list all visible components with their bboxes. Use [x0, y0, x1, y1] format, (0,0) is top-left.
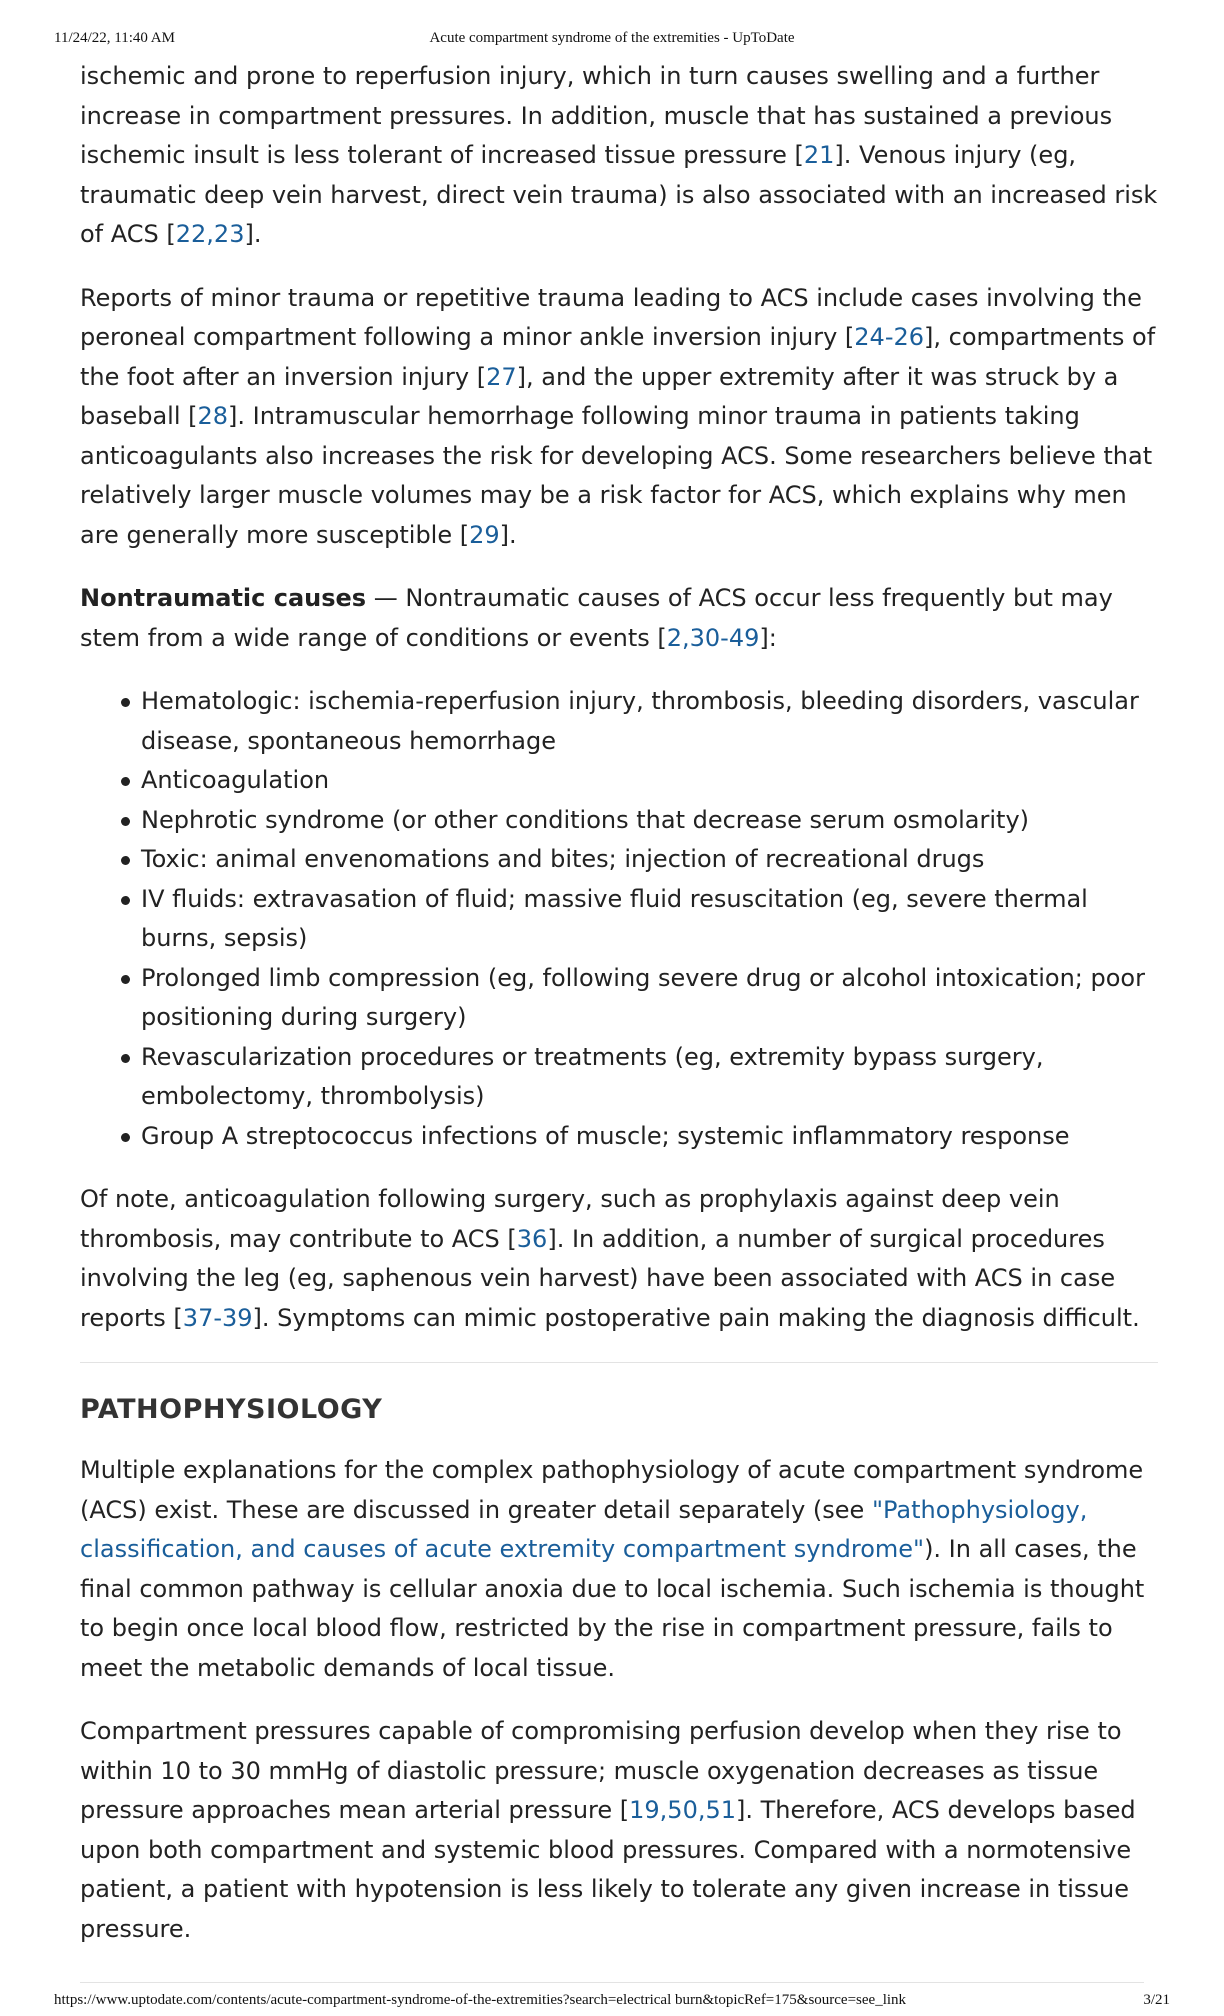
list-item: Anticoagulation [141, 761, 1158, 801]
article-content [80, 57, 1158, 1973]
list-item: Hematologic: ischemia-reperfusion injury, thrombosis, bleeding disorders, vascular disease, spontaneous hemorrhage [141, 682, 1158, 761]
reference-link[interactable]: 24-26 [854, 323, 925, 351]
paragraph-nontraumatic-causes: Nontraumatic causes — Nontraumatic causes of ACS occur less frequently but may stem from a wide range of conditions or events [2,30-49]: [80, 584, 1113, 652]
reference-link[interactable]: 27 [486, 362, 517, 391]
print-datetime: 11/24/22, 11:40 AM [54, 30, 175, 46]
paragraph-risk-factors: ischemic and prone to reperfusion injury, which in turn causes swelling and a further increase in compartment pressures. In addition, muscle that has sustained a previous ischemic insult is less tolerant of increased tissue pressure [21]. Venous injury (eg, traumatic deep vein harvest, direct vein trauma) is also associated with an increased risk of ACS [22,23]. [80, 62, 1158, 248]
reference-link[interactable]: 22,23 [175, 220, 245, 248]
reference-link[interactable]: 37-39 [182, 1303, 253, 1332]
list-item: Prolonged limb compression (eg, following severe drug or alcohol intoxication; poor positioning during surgery) [141, 959, 1158, 1038]
print-header [54, 30, 1170, 50]
print-footer [54, 1992, 1170, 2012]
print-url: https://www.uptodate.com/contents/acute-compartment-syndrome-of-the-extremities?search=electrical burn&topicRef=175&source=see_link [54, 1992, 907, 2008]
list-item: Nephrotic syndrome (or other conditions that decrease serum osmolarity) [141, 801, 1158, 841]
reference-link[interactable]: 29 [469, 520, 500, 549]
list-item: IV fluids: extravasation of fluid; massive fluid resuscitation (eg, severe thermal burns, sepsis) [141, 880, 1158, 959]
print-page-title: Acute compartment syndrome of the extremities - UpToDate [429, 30, 795, 46]
reference-link[interactable]: 21 [803, 141, 835, 169]
page-number: 3/21 [1143, 1992, 1170, 2008]
paragraph-pathophysiology: Multiple explanations for the complex pathophysiology of acute compartment syndrome (ACS) exist. These are discussed in greater detail separately (see "Pathophysiology, classification, and causes of acute extremity compartment syndrome"). In all cases, the final common pathway is cellular anoxia due to local ischemia. Such ischemia is thought to begin once local blood flow, restricted by the rise in compartment pressure, fails to meet the metabolic demands of local tissue. [80, 1456, 1145, 1682]
list-item: Revascularization procedures or treatments (eg, extremity bypass surgery, embolectomy, thrombolysis) [141, 1038, 1158, 1117]
reference-link[interactable]: 2,30-49 [666, 623, 760, 652]
paragraph-compartment-pressures: Compartment pressures capable of compromising perfusion develop when they rise to within 10 to 30 mmHg of diastolic pressure; muscle oxygenation decreases as tissue pressure approaches mean arterial pressure [19,50,51]. Therefore, ACS develops based upon both compartment and systemic blood pressures. Compared with a normotensive patient, a patient with hypotension is less likely to tolerate any given increase in tissue pressure. [80, 1717, 1136, 1943]
causes-list [80, 682, 1158, 1156]
list-item: Group A streptococcus infections of muscle; systemic inflammatory response [141, 1117, 1158, 1157]
subsection-heading: Nontraumatic causes [80, 584, 367, 612]
reference-link[interactable]: 19,50,51 [629, 1796, 737, 1824]
reference-link[interactable]: 36 [516, 1224, 548, 1253]
list-item: Toxic: animal envenomations and bites; injection of recreational drugs [141, 840, 1158, 880]
reference-link[interactable]: 28 [197, 402, 229, 430]
section-title: PATHOPHYSIOLOGY [80, 1394, 383, 1425]
footer-divider [80, 1982, 1144, 1983]
paragraph-anticoagulation-note: Of note, anticoagulation following surgery, such as prophylaxis against deep vein thrombosis, may contribute to ACS [36]. In addition, a number of surgical procedures involving the leg (eg, saphenous vein harvest) have been associated with ACS in case reports [37-39]. Symptoms can mimic postoperative pain making the diagnosis difficult. [80, 1185, 1140, 1332]
section-divider [80, 1362, 1158, 1363]
topic-link[interactable]: "Pathophysiology, classification, and causes of acute extremity compartment syndrome" [80, 1495, 1088, 1563]
paragraph-minor-trauma: Reports of minor trauma or repetitive trauma leading to ACS include cases involving the peroneal compartment following a minor ankle inversion injury [24-26], compartments of the foot after an inversion injury [27], and the upper extremity after it was struck by a baseball [28]. Intramuscular hemorrhage following minor trauma in patients taking anticoagulants also increases the risk for developing ACS. Some researchers believe that relatively larger muscle volumes may be a risk factor for ACS, which explains why men are generally more susceptible [29]. [80, 283, 1156, 549]
